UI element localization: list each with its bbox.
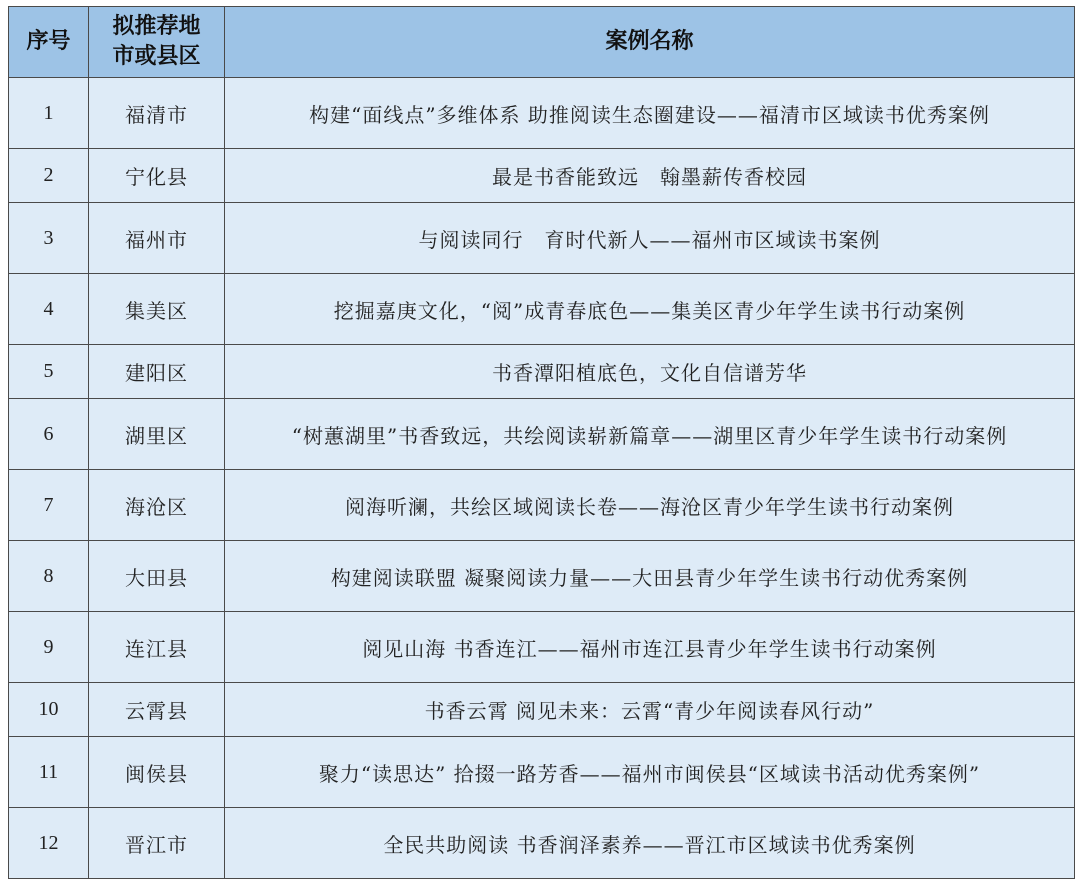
- table-row: [9, 470, 1075, 541]
- table-header-row: [9, 7, 1075, 78]
- row-region: 建阳区: [89, 345, 225, 399]
- row-region: 云霄县: [89, 683, 225, 737]
- table-row: [9, 541, 1075, 612]
- table-row: [9, 737, 1075, 808]
- row-case-name: 全民共助阅读 书香润泽素养——晋江市区域读书优秀案例: [225, 808, 1075, 879]
- row-case-name: “树蕙湖里”书香致远，共绘阅读崭新篇章——湖里区青少年学生读书行动案例: [225, 399, 1075, 470]
- row-index: 6: [9, 399, 89, 470]
- row-case-name: 与阅读同行 育时代新人——福州市区域读书案例: [225, 203, 1075, 274]
- table-row: [9, 808, 1075, 879]
- row-index: 9: [9, 612, 89, 683]
- row-index: 1: [9, 78, 89, 149]
- header-region: [89, 7, 225, 78]
- table-row: [9, 203, 1075, 274]
- row-index: 8: [9, 541, 89, 612]
- row-region: 晋江市: [89, 808, 225, 879]
- row-region: 海沧区: [89, 470, 225, 541]
- row-region: 闽侯县: [89, 737, 225, 808]
- row-region: 宁化县: [89, 149, 225, 203]
- row-region: 福清市: [89, 78, 225, 149]
- row-case-name: 阅见山海 书香连江——福州市连江县青少年学生读书行动案例: [225, 612, 1075, 683]
- row-region: 湖里区: [89, 399, 225, 470]
- header-region-line1: 拟推荐地: [112, 14, 201, 39]
- row-index: 2: [9, 149, 89, 203]
- row-index: 3: [9, 203, 89, 274]
- table-row: [9, 274, 1075, 345]
- case-table: [8, 6, 1075, 879]
- row-region: 大田县: [89, 541, 225, 612]
- row-case-name: 最是书香能致远 翰墨薪传香校园: [225, 149, 1075, 203]
- table-row: [9, 399, 1075, 470]
- header-case-name: 案例名称: [225, 7, 1075, 78]
- table-row: [9, 683, 1075, 737]
- row-case-name: 书香潭阳植底色，文化自信谱芳华: [225, 345, 1075, 399]
- row-case-name: 构建“面线点”多维体系 助推阅读生态圈建设——福清市区域读书优秀案例: [225, 78, 1075, 149]
- table-row: [9, 345, 1075, 399]
- row-case-name: 聚力“读思达” 拾掇一路芳香——福州市闽侯县“区域读书活动优秀案例”: [225, 737, 1075, 808]
- table-row: [9, 78, 1075, 149]
- row-index: 11: [9, 737, 89, 808]
- row-index: 4: [9, 274, 89, 345]
- row-region: 集美区: [89, 274, 225, 345]
- row-case-name: 挖掘嘉庚文化，“阅”成青春底色——集美区青少年学生读书行动案例: [225, 274, 1075, 345]
- header-region-line2: 市或县区: [112, 44, 201, 69]
- case-table-container: [8, 6, 1074, 879]
- row-index: 7: [9, 470, 89, 541]
- row-case-name: 书香云霄 阅见未来：云霄“青少年阅读春风行动”: [225, 683, 1075, 737]
- row-index: 12: [9, 808, 89, 879]
- table-row: [9, 612, 1075, 683]
- row-index: 10: [9, 683, 89, 737]
- row-case-name: 阅海听澜，共绘区域阅读长卷——海沧区青少年学生读书行动案例: [225, 470, 1075, 541]
- row-region: 福州市: [89, 203, 225, 274]
- row-region: 连江县: [89, 612, 225, 683]
- header-index: 序号: [9, 7, 89, 78]
- row-case-name: 构建阅读联盟 凝聚阅读力量——大田县青少年学生读书行动优秀案例: [225, 541, 1075, 612]
- table-row: [9, 149, 1075, 203]
- row-index: 5: [9, 345, 89, 399]
